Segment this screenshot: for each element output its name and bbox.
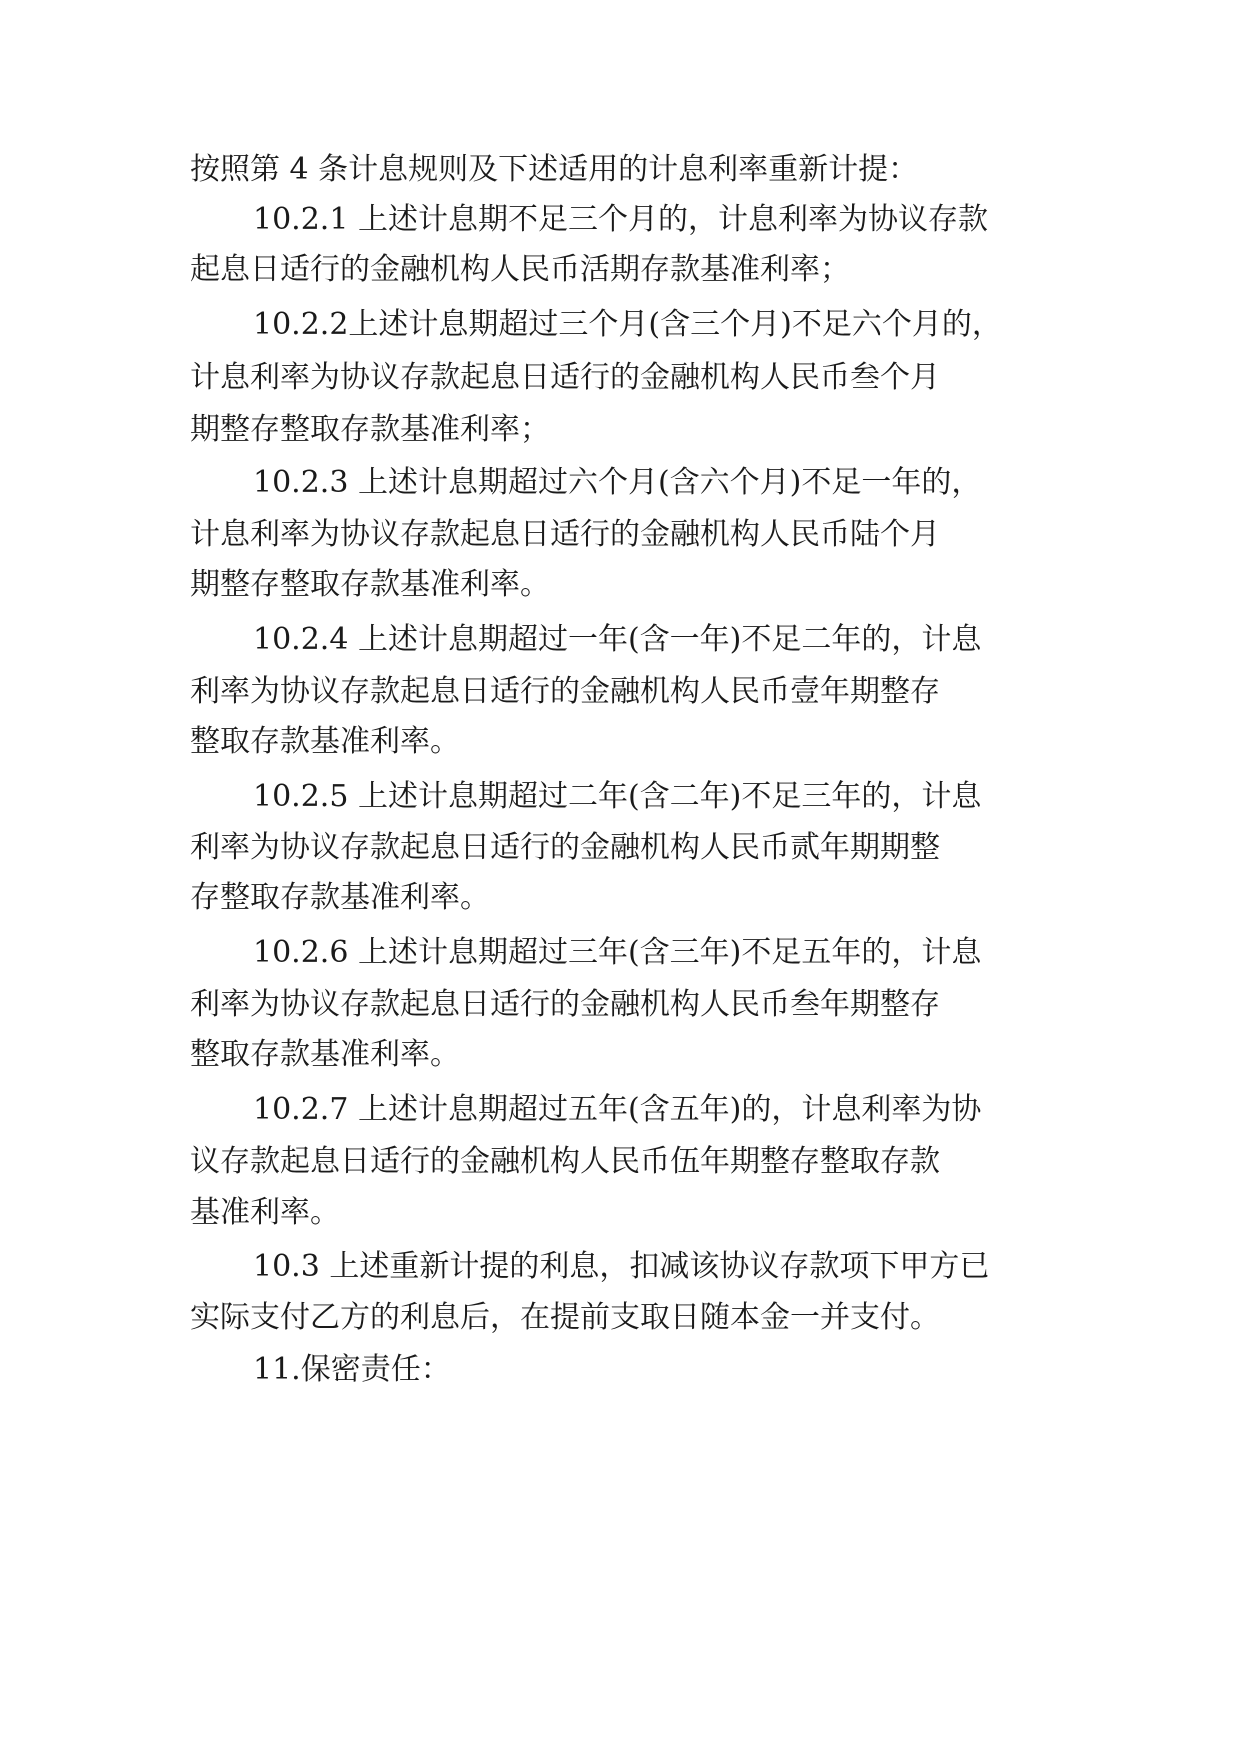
clause-10-2-3: 10.2.3 上述计息期超过六个月(含六个月)不足一年的，: [253, 465, 982, 500]
clause-10-2-2: 10.2.2上述计息期超过三个月(含三个月)不足六个月的，: [253, 307, 1002, 342]
text-line: 议存款起息日适行的金融机构人民币伍年期整存整取存款: [190, 1144, 940, 1179]
text-line: 整取存款基准利率。: [190, 724, 460, 759]
text-line: 期整存整取存款基准利率；: [190, 412, 550, 447]
text-line: 按照第 4 条计息规则及下述适用的计息利率重新计提：: [190, 152, 919, 187]
text-line: 计息利率为协议存款起息日适行的金融机构人民币陆个月: [190, 517, 940, 552]
clause-10-2-5: 10.2.5 上述计息期超过二年(含二年)不足三年的，计息: [253, 779, 982, 814]
clause-10-2-7: 10.2.7 上述计息期超过五年(含五年)的，计息利率为协: [253, 1092, 982, 1127]
text-line: 期整存整取存款基准利率。: [190, 567, 550, 602]
clause-10-2-6: 10.2.6 上述计息期超过三年(含三年)不足五年的，计息: [253, 935, 982, 970]
text-line: 存整取存款基准利率。: [190, 880, 490, 915]
text-line: 实际支付乙方的利息后，在提前支取日随本金一并支付。: [190, 1300, 940, 1335]
section-heading-confidentiality: 11.保密责任：: [253, 1352, 451, 1387]
clause-10-2-1: 10.2.1 上述计息期不足三个月的，计息利率为协议存款: [253, 202, 988, 237]
text-line: 利率为协议存款起息日适行的金融机构人民币贰年期期整: [190, 830, 940, 865]
text-line: 起息日适行的金融机构人民币活期存款基准利率；: [190, 252, 850, 287]
text-line: 整取存款基准利率。: [190, 1037, 460, 1072]
text-line: 计息利率为协议存款起息日适行的金融机构人民币叁个月: [190, 360, 940, 395]
clause-10-3: 10.3 上述重新计提的利息，扣减该协议存款项下甲方已: [253, 1249, 990, 1284]
text-line: 基准利率。: [190, 1195, 340, 1230]
text-line: 利率为协议存款起息日适行的金融机构人民币壹年期整存: [190, 674, 940, 709]
text-line: 利率为协议存款起息日适行的金融机构人民币叁年期整存: [190, 987, 940, 1022]
clause-10-2-4: 10.2.4 上述计息期超过一年(含一年)不足二年的，计息: [253, 622, 982, 657]
